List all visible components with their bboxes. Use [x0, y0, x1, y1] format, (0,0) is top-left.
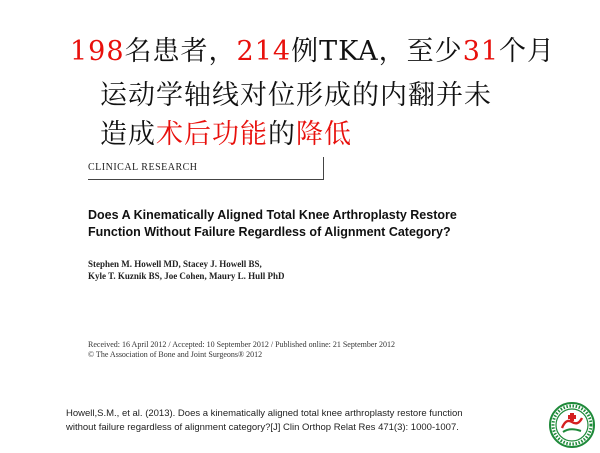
- title-text: 例TKA，至少: [291, 36, 463, 67]
- authors-line-1: Stephen M. Howell MD, Stacey J. Howell BS,: [88, 259, 262, 269]
- title-text: 运动学轴线对位形成的内翻并未: [100, 80, 492, 111]
- title-text: 造成: [100, 119, 156, 150]
- hospital-seal-icon: [548, 401, 596, 449]
- copyright: © The Association of Bone and Joint Surgeons® 2012: [88, 350, 263, 359]
- paper-title-line-1: Does A Kinematically Aligned Total Knee Arthroplasty Restore: [88, 208, 457, 222]
- slide-title-line-1: [70, 36, 555, 68]
- section-rule: [88, 179, 324, 180]
- citation-line-2: without failure regardless of alignment category?[J] Clin Orthop Relat Res 471(3): 1000-1007.: [66, 422, 459, 433]
- paper-title: [88, 207, 548, 241]
- publication-info: [88, 340, 395, 360]
- slide-title-line-3: [100, 119, 352, 151]
- highlight-text: 术后功能: [156, 119, 268, 150]
- title-text: 的: [268, 119, 296, 150]
- title-text: 个月: [499, 36, 556, 67]
- highlight-text: 降低: [296, 119, 352, 150]
- section-header: CLINICAL RESEARCH: [88, 162, 198, 173]
- slide-title-line-2: [100, 80, 492, 112]
- highlight-text: 214: [236, 36, 292, 67]
- citation-line-1: Howell,S.M., et al. (2013). Does a kinematically aligned total knee arthroplasty restore function: [66, 408, 463, 419]
- highlight-text: 198: [70, 36, 125, 67]
- title-text: 名患者，: [124, 36, 237, 67]
- highlight-text: 31: [462, 36, 500, 67]
- citation: [66, 407, 463, 435]
- paper-title-line-2: Function Without Failure Regardless of Alignment Category?: [88, 225, 451, 239]
- authors-line-2: Kyle T. Kuznik BS, Joe Cohen, Maury L. Hull PhD: [88, 271, 285, 281]
- paper-authors: [88, 258, 284, 282]
- received-dates: Received: 16 April 2012 / Accepted: 10 September 2012 / Published online: 21 September 2012: [88, 340, 396, 349]
- section-rule-side: [323, 157, 324, 180]
